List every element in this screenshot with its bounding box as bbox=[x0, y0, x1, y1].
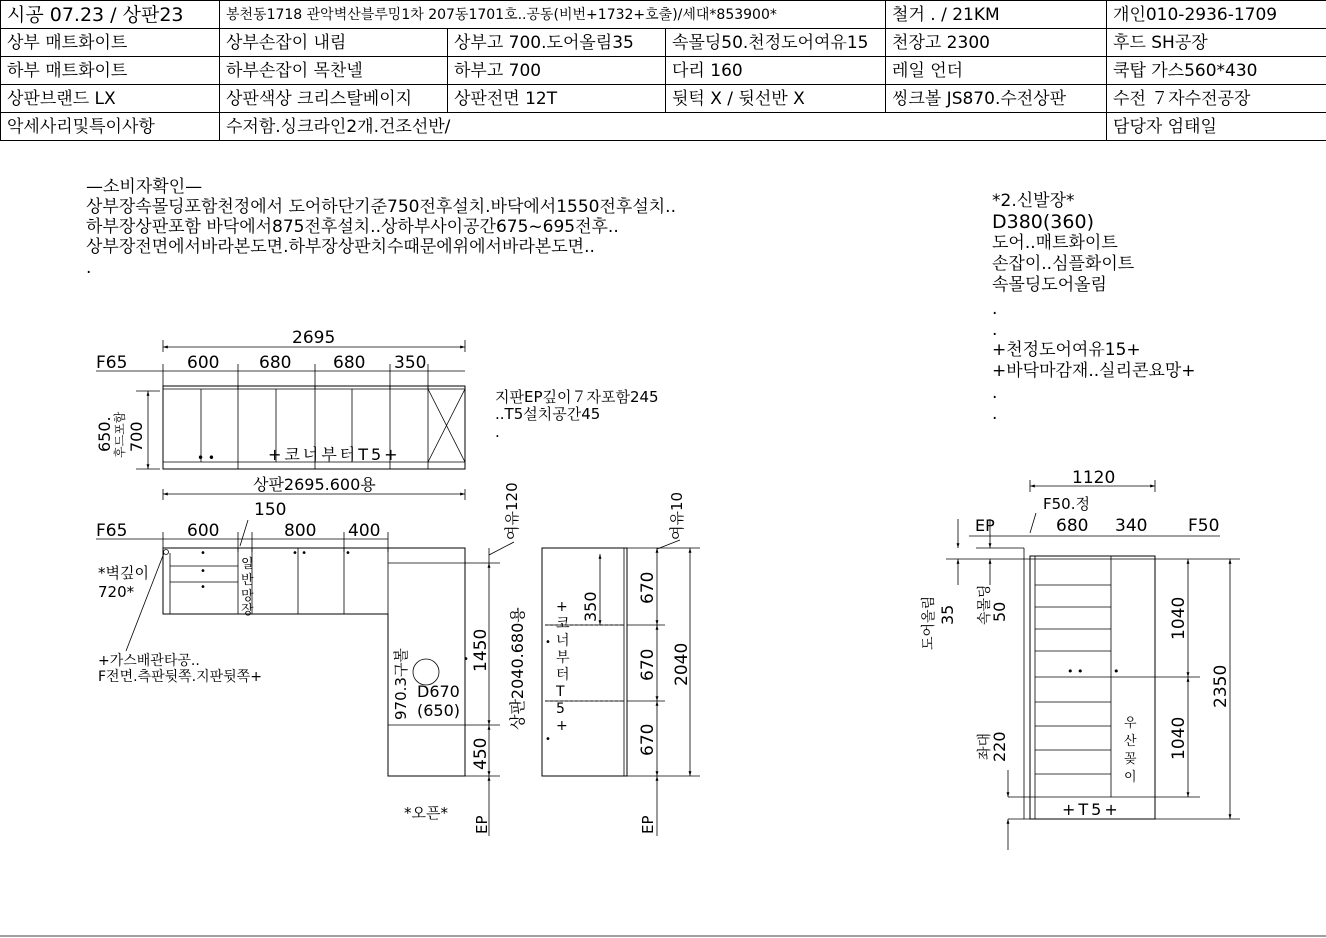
upper-handle-cell: 상부손잡이 내림 bbox=[220, 29, 448, 57]
lower-height-cell: 하부고 700 bbox=[448, 57, 666, 85]
demolition-cell: 철거 . / 21KM bbox=[886, 1, 1107, 29]
umbrella-3: 꽂 bbox=[1124, 752, 1137, 767]
umbrella-4: 이 bbox=[1124, 770, 1137, 785]
lower-width-1: 600 bbox=[187, 521, 220, 541]
cab-label-4: 장 bbox=[241, 603, 254, 618]
shoe-note-8: +천정도어여유15+ bbox=[992, 340, 1141, 360]
back-lip-cell: 뒷턱 X / 뒷선반 X bbox=[666, 85, 886, 113]
upper-f65: F65 bbox=[96, 353, 128, 373]
stand-label: 좌대 bbox=[977, 732, 993, 760]
hood-cell: 후드 SH공장 bbox=[1107, 29, 1326, 57]
upper-width-2: 680 bbox=[259, 353, 292, 373]
countertop-brand-cell: 상판브랜드 LX bbox=[1, 85, 220, 113]
molding-cell: 속몰딩50.천정도어여유15 bbox=[666, 29, 886, 57]
accessory-cell: 수저함.싱크라인2개.건조선반/ bbox=[220, 113, 1107, 141]
hood-included-note: 후드포함 bbox=[113, 411, 127, 458]
door-lift-label: 도어올림 bbox=[921, 595, 937, 650]
notes-line-4: . bbox=[86, 258, 92, 278]
lower-color-cell: 하부 매트화이트 bbox=[1, 57, 220, 85]
tall-dot-2: • bbox=[545, 734, 551, 745]
tall-dot-1: • bbox=[545, 637, 551, 648]
countertop-color-cell: 상판색상 크리스탈베이지 bbox=[220, 85, 448, 113]
notes-line-1: 상부장속몰딩포함천정에서 도어하단기준750전후설치.바닥에서1550전후설치.. bbox=[86, 197, 676, 217]
gas-note-2: F전면.측판뒷쪽.지판뒷쪽+ bbox=[98, 669, 262, 685]
lower-cabinet-drawing bbox=[96, 475, 521, 836]
lower-dots-2: • bbox=[200, 566, 206, 577]
cab-label-2: 반 bbox=[241, 573, 254, 588]
sink-3bowl: 970.3구볼 bbox=[392, 648, 410, 720]
shoe-dots-1: • • bbox=[1067, 665, 1084, 678]
notes-line-2: 하부장상판포함 바닥에서875전후설치..상하부사이공간675~695전후.. bbox=[86, 217, 619, 237]
lower-dots-3: • bbox=[200, 582, 206, 593]
accessory-label-cell: 악세사리및특이사항 bbox=[1, 113, 220, 141]
molding-value: 50 bbox=[990, 601, 1009, 622]
shoe-width-2: 340 bbox=[1115, 516, 1148, 536]
shoe-ep: EP bbox=[975, 516, 995, 535]
shoe-note-10: . bbox=[992, 383, 998, 403]
lower-handle-cell: 하부손잡이 목찬넬 bbox=[220, 57, 448, 85]
shoe-dim-1040b: 1040 bbox=[1169, 716, 1189, 760]
tall-vnote-6: T bbox=[556, 684, 565, 700]
lower-ep: EP bbox=[473, 815, 491, 834]
tall-ep: EP bbox=[639, 815, 657, 834]
panel-note-3: . bbox=[495, 423, 500, 441]
shoe-f50: F50 bbox=[1188, 516, 1220, 536]
tall-dim-350: 350 bbox=[581, 591, 600, 622]
shoe-f50-jeong: F50.정 bbox=[1043, 495, 1090, 513]
tall-dim-1: 670 bbox=[638, 571, 658, 604]
lower-width-3: 400 bbox=[348, 521, 381, 541]
handle-dots-1: • • bbox=[197, 451, 215, 465]
shoe-note-11: . bbox=[992, 404, 998, 424]
panel-note-2: ..T5설치공간45 bbox=[495, 405, 601, 423]
upper-width-3: 680 bbox=[333, 353, 366, 373]
gas-note-1: +가스배관타공.. bbox=[98, 653, 200, 669]
shoe-note-2: D380(360) bbox=[992, 211, 1094, 233]
shoe-dots-2: • bbox=[1113, 665, 1120, 678]
upper-cabinet-drawing bbox=[95, 328, 465, 469]
faucet-cell: 수전 ７자수전공장 bbox=[1107, 85, 1326, 113]
countertop-label: 상판2695.600용 bbox=[253, 475, 376, 494]
shoe-note-1: *2.신발장* bbox=[992, 191, 1075, 211]
tall-vnote-3: 너 bbox=[556, 633, 570, 649]
tall-top-label: 상판2040.680용 bbox=[508, 607, 527, 730]
gap-150: 150 bbox=[254, 500, 287, 520]
door-lift-value: 35 bbox=[938, 604, 957, 625]
shoe-dim-2350: 2350 bbox=[1211, 664, 1231, 708]
sink-d650: (650) bbox=[417, 701, 461, 720]
address-cell: 봉천동1718 관악벽산블루밍1차 207동1701호..공동(비번+1732+호출)/세대*853900* bbox=[220, 1, 886, 29]
tall-vnote-8: + bbox=[556, 718, 568, 734]
tall-unit-drawing bbox=[508, 492, 700, 836]
countertop-front-cell: 상판전면 12T bbox=[448, 85, 666, 113]
tall-total: 2040 bbox=[672, 642, 692, 686]
shoe-note-6: . bbox=[992, 299, 998, 319]
tall-dim-3: 670 bbox=[638, 723, 658, 756]
tall-vnote-1: + bbox=[556, 599, 568, 615]
lower-dots-6: • bbox=[463, 654, 469, 665]
cooktop-cell: 쿡탑 가스560*430 bbox=[1107, 57, 1326, 85]
umbrella-2: 산 bbox=[1124, 734, 1137, 749]
upper-height: 650. bbox=[95, 416, 114, 452]
margin-10: 여유10 bbox=[668, 491, 686, 540]
upper-width-1: 600 bbox=[187, 353, 220, 373]
lower-f65: F65 bbox=[96, 521, 128, 541]
lower-dots-1: • bbox=[200, 548, 206, 559]
stand-value: 220 bbox=[990, 731, 1009, 762]
install-date-cell: 시공 07.23 / 상판23 bbox=[1, 1, 220, 29]
lower-dots-4: • • bbox=[292, 548, 307, 559]
upper-height-cell: 상부고 700.도어올림35 bbox=[448, 29, 666, 57]
shoe-cabinet-notes bbox=[992, 191, 1196, 424]
shoe-width-1: 680 bbox=[1056, 516, 1089, 536]
shoe-total: 1120 bbox=[1072, 468, 1116, 488]
margin-120: 여유120 bbox=[503, 482, 521, 540]
manager-cell: 담당자 엄태일 bbox=[1107, 113, 1326, 141]
panel-note-1: 지판EP깊이７자포함245 bbox=[495, 388, 659, 406]
upper-width-4: 350 bbox=[394, 353, 427, 373]
dim-450: 450 bbox=[471, 737, 491, 770]
tall-vnote-5: 터 bbox=[556, 667, 570, 683]
shoe-note-5: 속몰딩도어올림 bbox=[992, 275, 1107, 295]
leg-cell: 다리 160 bbox=[666, 57, 886, 85]
shoe-bottom-note: +T5+ bbox=[1062, 800, 1121, 819]
shoe-note-4: 손잡이..심플화이트 bbox=[992, 254, 1135, 274]
lower-dots-5: • bbox=[345, 548, 351, 559]
upper-total-width: 2695 bbox=[292, 328, 336, 348]
upper-corner-note: +코너부터T5+ bbox=[268, 445, 401, 464]
tall-vnote-7: 5 bbox=[556, 701, 565, 717]
upper-height-700: 700 bbox=[127, 421, 146, 452]
wall-depth-value: 720* bbox=[98, 583, 135, 601]
rail-cell: 레일 언더 bbox=[886, 57, 1107, 85]
cab-label-1: 일 bbox=[241, 557, 254, 572]
notes-line-3: 상부장전면에서바라본도면.하부장상판치수때문에위에서바라본도면.. bbox=[86, 237, 595, 257]
wall-depth-label: *벽깊이 bbox=[98, 564, 149, 582]
tall-dim-2: 670 bbox=[638, 648, 658, 681]
consumer-notes bbox=[86, 176, 676, 278]
lower-width-2: 800 bbox=[284, 521, 317, 541]
tall-vnote-4: 부 bbox=[556, 650, 570, 666]
shoe-note-9: +바닥마감재..실리콘요망+ bbox=[992, 361, 1196, 381]
contact-cell: 개인010-2936-1709 bbox=[1107, 1, 1326, 29]
shoe-note-7: . bbox=[992, 320, 998, 340]
notes-title: —소비자확인— bbox=[86, 177, 203, 197]
shoe-dim-1040a: 1040 bbox=[1169, 596, 1189, 640]
sink-d670: D670 bbox=[417, 682, 460, 701]
upper-color-cell: 상부 매트화이트 bbox=[1, 29, 220, 57]
ceiling-height-cell: 천장고 2300 bbox=[886, 29, 1107, 57]
shoe-note-3: 도어..매트화이트 bbox=[992, 233, 1118, 253]
cab-label-3: 망 bbox=[241, 589, 254, 604]
shoe-shelves bbox=[1035, 585, 1155, 774]
molding-label: 속몰딩 bbox=[977, 584, 993, 625]
shoe-cabinet-drawing bbox=[920, 468, 1240, 850]
open-label: *오픈* bbox=[404, 804, 448, 822]
tall-vnote-2: 코 bbox=[556, 616, 570, 632]
dim-1450: 1450 bbox=[471, 628, 491, 672]
panel-ep-note bbox=[495, 388, 659, 441]
sink-bowl-cell: 씽크볼 JS870.수전상판 bbox=[886, 85, 1107, 113]
umbrella-1: 우 bbox=[1124, 716, 1137, 731]
